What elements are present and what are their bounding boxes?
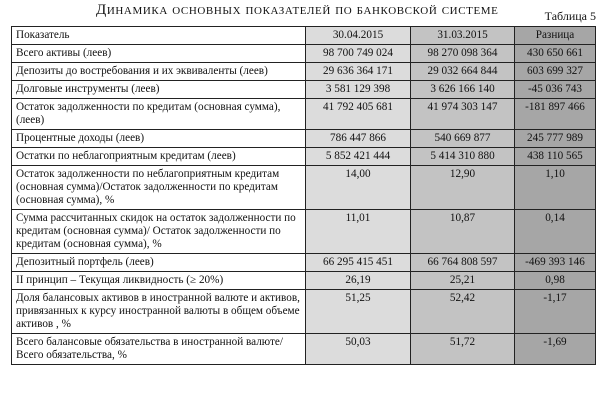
- value-date-1: 786 447 866: [306, 130, 411, 148]
- row-label: Доля балансовых активов в иностранной валюте и активов, привязанных к курсу иностранной валюты в общем объеме активов , %: [12, 290, 306, 334]
- value-date-2: 5 414 310 880: [411, 148, 515, 166]
- value-date-2: 540 669 877: [411, 130, 515, 148]
- value-date-2: 41 974 303 147: [411, 99, 515, 130]
- table-row: [12, 272, 596, 290]
- document-title: Динамика основных показателей по банковской системе: [96, 2, 499, 18]
- value-date-2: 51,72: [411, 334, 515, 365]
- value-difference: -45 036 743: [515, 81, 596, 99]
- row-label: Остаток задолженности по кредитам (основная сумма), (леев): [12, 99, 306, 130]
- value-date-2: 52,42: [411, 290, 515, 334]
- value-difference: 0,14: [515, 210, 596, 254]
- table-label: Таблица 5: [544, 9, 596, 23]
- value-date-1: 11,01: [306, 210, 411, 254]
- table-row: [12, 210, 596, 254]
- value-difference: 438 110 565: [515, 148, 596, 166]
- value-difference: -469 393 146: [515, 254, 596, 272]
- header-indicator: Показатель: [12, 27, 306, 45]
- value-difference: -181 897 466: [515, 99, 596, 130]
- row-label: II принцип – Текущая ликвидность (≥ 20%): [12, 272, 306, 290]
- value-difference: 430 650 661: [515, 45, 596, 63]
- value-date-1: 98 700 749 024: [306, 45, 411, 63]
- value-difference: -1,69: [515, 334, 596, 365]
- table-row: [12, 166, 596, 210]
- table-row: [12, 130, 596, 148]
- value-difference: 245 777 989: [515, 130, 596, 148]
- value-date-2: 66 764 808 597: [411, 254, 515, 272]
- table-row: [12, 99, 596, 130]
- header-difference: Разница: [515, 27, 596, 45]
- header-date-1: 30.04.2015: [306, 27, 411, 45]
- table-row: [12, 81, 596, 99]
- table-row: [12, 45, 596, 63]
- value-date-1: 51,25: [306, 290, 411, 334]
- header-date-2: 31.03.2015: [411, 27, 515, 45]
- row-label: Остаток задолженности по неблагоприятным кредитам (основная сумма)/Остаток задолженности по кредитам (основная сумма), %: [12, 166, 306, 210]
- value-date-1: 5 852 421 444: [306, 148, 411, 166]
- table-row: [12, 334, 596, 365]
- value-date-2: 98 270 098 364: [411, 45, 515, 63]
- value-date-2: 10,87: [411, 210, 515, 254]
- value-date-2: 3 626 166 140: [411, 81, 515, 99]
- row-label: Процентные доходы (леев): [12, 130, 306, 148]
- row-label: Депозиты до востребования и их эквиваленты (леев): [12, 63, 306, 81]
- table-header-row: [12, 27, 596, 45]
- row-label: Всего балансовые обязательства в иностранной валюте/Всего обязательства, %: [12, 334, 306, 365]
- table-row: [12, 254, 596, 272]
- value-date-1: 41 792 405 681: [306, 99, 411, 130]
- value-difference: 0,98: [515, 272, 596, 290]
- value-date-1: 66 295 415 451: [306, 254, 411, 272]
- table-row: [12, 63, 596, 81]
- value-date-1: 29 636 364 171: [306, 63, 411, 81]
- row-label: Сумма рассчитанных скидок на остаток задолженности по кредитам (основная сумма)/ Остаток задолженности по кредитам (основная сумма), %: [12, 210, 306, 254]
- value-date-1: 26,19: [306, 272, 411, 290]
- row-label: Долговые инструменты (леев): [12, 81, 306, 99]
- value-date-1: 14,00: [306, 166, 411, 210]
- indicators-table: [11, 26, 596, 365]
- value-difference: 1,10: [515, 166, 596, 210]
- value-date-2: 29 032 664 844: [411, 63, 515, 81]
- table-row: [12, 148, 596, 166]
- value-difference: 603 699 327: [515, 63, 596, 81]
- row-label: Депозитный портфель (леев): [12, 254, 306, 272]
- value-date-2: 25,21: [411, 272, 515, 290]
- value-difference: -1,17: [515, 290, 596, 334]
- row-label: Всего активы (леев): [12, 45, 306, 63]
- value-date-2: 12,90: [411, 166, 515, 210]
- row-label: Остатки по неблагоприятным кредитам (леев): [12, 148, 306, 166]
- value-date-1: 3 581 129 398: [306, 81, 411, 99]
- table-row: [12, 290, 596, 334]
- value-date-1: 50,03: [306, 334, 411, 365]
